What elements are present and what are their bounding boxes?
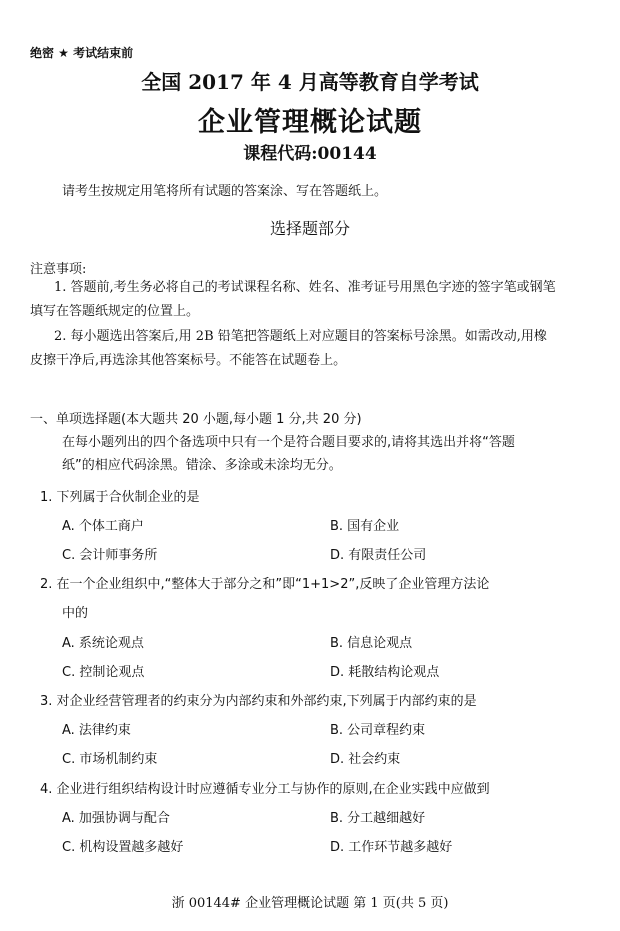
part-description-line-2: 纸”的相应代码涂黑。错涂、多涂或未涂均无分。 (62, 458, 342, 473)
option-c: C. 会计师事务所 (62, 548, 158, 563)
subject-title: 企业管理概论试题 (198, 107, 422, 138)
course-code: 课程代码:00144 (243, 144, 377, 164)
notice-item-1-line-1: 1. 答题前,考生务必将自己的考试课程名称、姓名、准考证号用黑色字迹的签字笔或钢笔 (54, 280, 556, 295)
part-title: 一、单项选择题(本大题共 20 小题,每小题 1 分,共 20 分) (30, 412, 362, 427)
option-b: B. 国有企业 (330, 519, 400, 534)
notice-item-2-line-2: 皮擦干净后,再选涂其他答案标号。不能答在试题卷上。 (30, 353, 347, 368)
option-d: D. 有限责任公司 (330, 548, 427, 563)
question-stem: 3. 对企业经营管理者的约束分为内部约束和外部约束,下列属于内部约束的是 (40, 694, 477, 709)
exam-line: 全国 2017 年 4 月高等教育自学考试 (141, 70, 479, 94)
question-stem: 2. 在一个企业组织中,“整体大于部分之和”即“1+1>2”,反映了企业管理方法论 (40, 577, 490, 592)
answer-instruction: 请考生按规定用笔将所有试题的答案涂、写在答题纸上。 (62, 184, 388, 199)
option-d: D. 社会约束 (330, 752, 401, 767)
option-d: D. 工作环节越多越好 (330, 840, 453, 855)
confidential-label: 绝密 ★ 考试结束前 (30, 46, 134, 60)
notice-item-1-line-2: 填写在答题纸规定的位置上。 (30, 304, 200, 319)
option-b: B. 分工越细越好 (330, 811, 426, 826)
option-a: A. 系统论观点 (62, 636, 144, 651)
option-b: B. 公司章程约束 (330, 723, 426, 738)
option-d: D. 耗散结构论观点 (330, 665, 440, 680)
option-b: B. 信息论观点 (330, 636, 413, 651)
question-stem: 4. 企业进行组织结构设计时应遵循专业分工与协作的原则,在企业实践中应做到 (40, 782, 490, 797)
notice-title: 注意事项: (30, 262, 87, 277)
question-stem: 1. 下列属于合伙制企业的是 (40, 490, 200, 505)
part-description-line-1: 在每小题列出的四个备选项中只有一个是符合题目要求的,请将其选出并将“答题 (62, 435, 515, 450)
option-c: C. 市场机制约束 (62, 752, 158, 767)
question-stem-continued: 中的 (62, 606, 89, 621)
page-footer: 浙 00144# 企业管理概论试题 第 1 页(共 5 页) (171, 896, 449, 911)
option-a: A. 个体工商户 (62, 519, 144, 534)
option-c: C. 机构设置越多越好 (62, 840, 184, 855)
option-c: C. 控制论观点 (62, 665, 145, 680)
notice-item-2-line-1: 2. 每小题选出答案后,用 2B 铅笔把答题纸上对应题目的答案标号涂黑。如需改动,用橡 (54, 329, 547, 344)
option-a: A. 加强协调与配合 (62, 811, 170, 826)
section-title: 选择题部分 (269, 219, 350, 238)
option-a: A. 法律约束 (62, 723, 131, 738)
